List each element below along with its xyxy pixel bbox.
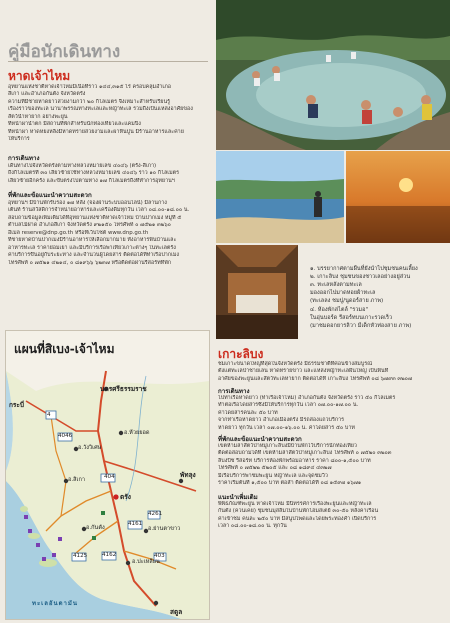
- hat-chao-mai-travel-text: เดินทางไปจังหวัดตรังตามทางหลวงหมายเลข ๔๐๔๖ (ตรัง-สิเกา) ถึงกิโลเมตรที่ ๓๐ เลี้ยวซ้ายใช้ทางหลวงหมายเลข ๔๐๔๖ ราว ๑๐ กิโลเมตร เลี้ยวซ้ายอีกครั้ง และขับตรงไปตามทาง ๑๗ กิโลเมตรถึงที่ทำการอุทยานฯ: [8, 163, 180, 184]
- map-label-sikao: อ.สิเกา: [68, 477, 85, 483]
- hat-chao-mai-travel-heading: การเดินทาง: [8, 155, 40, 162]
- road-4162: 4162: [102, 552, 117, 558]
- section-divider: [8, 61, 208, 62]
- road-404: 404: [104, 474, 115, 480]
- hat-chao-mai-accommodation-heading: ที่พักและข้อแนะนำความสะดวก: [8, 192, 92, 199]
- road-4161: 4161: [128, 521, 143, 527]
- map-label-yantakhao: อ.ย่านตาขาว: [148, 526, 181, 532]
- hat-chao-mai-accommodation-text: อุทยานฯ มีบ้านพักรับรอง ๑๗ หลัง (จองผ่านระบบออนไลน์) มีลานกาง เต็นท์ ร้านสวัสดิการจำหน่ายอาหารและเครื่องดื่มทุกวัน เวลา ๐๘.๐๐-๑๘.๐๐ น. สอบถามข้อมูลเพิ่มเติมได้ที่อุทยานแห่งชาติหาดเจ้าไหม บ้านปากเมง หมู่ที่ ๕ ตำบลไม้ฝาด อำเภอสิเกา จังหวัดตรัง ๙๒๑๕๐ โทรศัพท์ ๐ ๗๕๒๑ ๓๒๖๐ อีเมล reserve@dnp.go.th หรือที่เว็บไซต์ www.dnp.go.th ที่ชายหาดบ้านปากเมงมีร้านอาหารให้เลือกมากมาย ทั้งอาหารพื้นบ้านและ อาหารทะเล ราคาย่อมเยา และมีบริการเรือพาเที่ยวเกาะต่างๆ ในทะเลตรัง ค่าบริการขึ้นอยู่กับระยะทาง และจำนวนผู้โดยสาร ติดต่อได้ที่ท่าเรือปากเมง โทรศัพท์ ๐ ๗๕๒๑ ๔๒๑๔, ๐ ๘๑๙๖๖ ๖๒๓๗ หรือติดต่อผ่านรีสอร์ทที่พัก: [8, 200, 190, 266]
- map-label-phatthalung: พัทลุง: [180, 471, 196, 479]
- hat-chao-mai-intro: อุทยานแห่งชาติหาดเจ้าไหมมีเนื้อที่ราว ๑๔๔,๓๑๕ ไร่ ครอบคลุมอำเภอ สิเกา และอำเภอกันตัง จังหวัดตรัง ความที่มีชายหาดยาวสวยงามกว่า ๒๐ กิโลเมตร จึงเหมาะสำหรับเรียนรู้ เรื่องราวของทะเล นานาพรรณทางทะเลและหญ้าทะเล รวมถึงเป็นแหล่งอาศัยของ สัตว์น้ำหายาก อย่างพะยูน ที่หน้าผาน้ำตก มีสถานที่พักสำหรับนักท่องเที่ยวและแคมปิ้ง ที่หน้าผา หาดหยงหลิงมีหาดทรายสวยงามและผาหินปูน มีร้านอาหารและค่าย ให้บริการ: [8, 84, 193, 143]
- map-label-wangwiset: อ.วังวิเศษ: [78, 445, 102, 451]
- map-label-andaman: ทะเลอันดามัน: [32, 600, 78, 607]
- photo-captions: ๑. บรรยากาศตามผืนที่ยังนำไปชุมชนคนเลี้ยง ๒. เกาะลิบง ชุมชนของชาวเลอย่างอยู่ส่วน ๓. ทะเลหลังตามทะเล มองออกไปมาดหอยผ้าทะเล (ทะเลลง ชมปู/นูดอร์สาย ภาพ) ๔. ห้องพักสไตล์ "รวมอ" ในอุ่นบอร์ด รีสอร์ทบนเกาะรวดเร็ว (มาชมดอกยารลิวา มีเด็กหัวท่องสาย ภาพ): [310, 266, 418, 329]
- map-label-trang: ตรัง: [120, 493, 131, 501]
- koh-libong-title: เกาะลิบง: [218, 347, 264, 361]
- map-title: แผนที่สิเบง-เจ้าไหม: [14, 342, 115, 356]
- map-label-kantang: อ.กันตัง: [86, 525, 105, 531]
- road-4: 4: [47, 412, 51, 418]
- koh-libong-tips-text: พิพิธภัณฑ์พะยูน หาดเจ้าไหม มีนิทรรศการเรื่องพะยูนและหญ้าทะเล กันตัง (ควนเคย) ชุมชนมุสลิมในบ้านพักโฮมสเตย์ ๓๐-๕๐ หลังคาเรือน ค่าเข้าชม คนละ ๒๕๐ บาท มีสนูปโพดและโดยพระทองคำ เปิดบริการ เวลา ๐๘.๐๐-๑๘.๐๐ น. ทุกวัน: [218, 501, 379, 530]
- photo-sunset: [346, 151, 450, 243]
- section-title: คู่มือนักเดินทาง: [8, 42, 121, 62]
- road-4046: 4046: [58, 433, 73, 439]
- map-label-satun: สตูล: [170, 608, 183, 616]
- road-4261: 4261: [148, 511, 163, 517]
- photo-mangrove-beach: [216, 151, 344, 243]
- map-label-huaiyot: อ.ห้วยยอด: [124, 430, 150, 436]
- road-4125: 4125: [73, 553, 88, 559]
- koh-libong-tips-heading: แนะนำเพิ่มเติม: [218, 494, 258, 501]
- hat-chao-mai-title: หาดเจ้าไหม: [8, 69, 71, 83]
- koh-libong-travel-text: ไปท่าเรือหาดยาว (ท่าเรือเจ้าไหม) อำเภอกันตัง จังหวัดตรัง ราว ๕๐ กิโลเมตร ทำต่อเรือโดยสารซึ่งมีให้บริการทุกวัน เวลา ๐๗.๐๐-๑๗.๐๐ น. ค่าโดยสารคนละ ๕๐ บาท จากท่าเรือหาดยาว อำเภอเมืองตรัง มีรถสองแถวบริการ หาดยาว ทุกวัน เวลา ๐๗.๐๐-๑๖.๐๐ น. ค่าโดยสาร ๕๐ บาท: [218, 395, 396, 431]
- photo-hot-spring: [216, 0, 450, 150]
- photo-resort-room: [216, 245, 298, 339]
- map-label-krabi: กระบี่: [9, 401, 25, 409]
- koh-libong-accommodation-heading: ที่พักและข้อแนะนำความสะดวก: [218, 436, 302, 443]
- koh-libong-accommodation-text: เขตห้ามล่าสัตว์ป่าหมู่เกาะลิบงมีบ้านพักไว้บริการนักท่องเที่ยว ติดต่อสอบถามได้ที่ เขตห้ามล่าสัตว์ป่าหมู่เกาะลิบง โทรศัพท์ ๐ ๗๕๒๐ ๓๒๐๓ ลิบงบีช รีสอร์ท บริการห้องพักพร้อมอาหาร ราคา ๘๐๐-๑,๕๐๐ บาท โทรศัพท์ ๐ ๗๕๒๒ ๕๒๐๕ และ ๐๘ ๑๘๙๔ ๔๓๒๗ มีเรือบริการพาชมพะยูน หญ้าทะเล และจุดชมวิว ราคาเริ่มต้นที่ ๑,๕๐๐ บาท ต่อลำ ติดต่อได้ที่ ๐๘ ๑๕๙๗ ๑๖๗๑: [218, 443, 392, 487]
- road-403: 403: [154, 553, 165, 559]
- map-label-nakhon: นครศรีธรรมราช: [100, 385, 147, 393]
- koh-libong-travel-heading: การเดินทาง: [218, 388, 250, 395]
- koh-libong-intro: ชมเกาะขนาดใหญ่ที่สุดในจังหวัดตรัง มีธรรมชาติที่ค่อนข้างสมบูรณ์ ตั้งแต่ทะเลป่าชายเลน หาดทรายขาว และแหล่งหญ้าทะเลผืนใหญ่ เป็นพื้นที่ อาศัยของพะยูนและสัตว์ทะเลหายาก ติดต่อได้ที่ เกาะลิบง โทรศัพท์ ๐๘ ๖๗๙๓ ๓๒๐๗: [218, 361, 412, 382]
- map-label-palian: อ.ปะเหลียน: [132, 559, 160, 565]
